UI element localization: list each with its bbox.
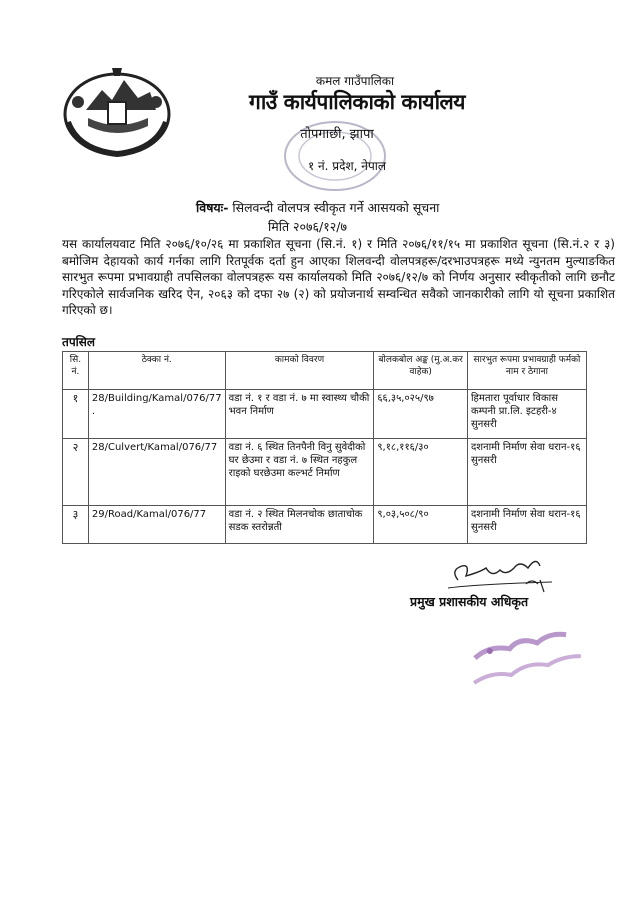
row-contract: 28/Culvert/Kamal/076/77 (88, 439, 225, 506)
row-work: वडा नं. १ र वडा नं. ७ मा स्वास्थ्य चौकी भवन निर्माण (225, 390, 374, 439)
municipality-name: कमल गाउँपालिका (315, 74, 395, 88)
row-sn: २ (63, 439, 89, 506)
schedule-title: तपसिल (62, 335, 96, 349)
notice-body: यस कार्यालयवाट मिति २०७६/१०/२६ मा प्रकाशित सूचना (सि.नं. १) र मिति २०७६/११/१५ मा प्रकाशित सूचना (सि.नं.२ र ३) बमोजिम देहायको कार्य गर्नका लागि रितपूर्वक दर्ता हुन आएका शिलवन्दी वोलपत्रहरू/दरभाउपत्रहरू मध्ये न्युनतम मुल्याङकित सारभुत रूपमा प्रभावग्राही तपसिलका वोलपत्रहरू यस कार्यालयको मिति २०७६/१२/७ को निर्णय अनुसार स्वीकृतीको लागि छनौट गरिएकोले सार्वजनिक खरिद ऐन, २०६३ को दफा २७ (२) को प्रयोजनार्थ सम्वन्धित सवैको जानकारीको लागि यो सूचना प्रकाशित गरिएको छ। (62, 237, 615, 317)
subject-text: सिलवन्दी वोलपत्र स्वीकृत गर्ने आसयको सूचना (232, 200, 440, 215)
table-row (63, 439, 587, 506)
row-amount: ९,१८,११६/३० (374, 439, 468, 506)
subject-label: विषयः- (196, 200, 229, 215)
header-bidder: सारभुत रूपमा प्रभावग्राही फर्मको नाम र ठेगाना (467, 352, 586, 390)
row-work: वडा नं. ६ स्थित तिनपैनी विनु सुवेदीको घर छेउमा र वडा नं. ७ स्थित नहकुल राइको घरछेउमा कल्भर्ट निर्माण (225, 439, 374, 506)
row-contract: 28/Building/Kamal/076/77 . (88, 390, 225, 439)
officer-seal (462, 620, 587, 695)
table-header-row (63, 352, 587, 390)
notice-subject (196, 199, 439, 216)
award-table (62, 351, 587, 544)
row-bidder: दशनामी निर्माण सेवा धरान-१६ सुनसरी (467, 506, 586, 544)
header-contract: ठेक्का नं. (88, 352, 225, 390)
office-address: तोपगाछी, झापा (300, 127, 374, 142)
nepal-emblem-icon (58, 62, 176, 162)
row-bidder: हिमतारा पूर्वाधार विकास कम्पनी प्रा.लि. इटहरी-४ सुनसरी (467, 390, 586, 439)
office-title: गाउँ कार्यपालिकाको कार्यालय (249, 90, 465, 114)
header-sn: सि. नं. (63, 352, 89, 390)
table-row (63, 506, 587, 544)
row-contract: 29/Road/Kamal/076/77 (88, 506, 225, 544)
row-sn: १ (63, 390, 89, 439)
row-sn: ३ (63, 506, 89, 544)
notice-date: मिति २०७६/१२/७ (268, 219, 347, 234)
table-row (63, 390, 587, 439)
row-amount: ६६,३५,०२५/९७ (374, 390, 468, 439)
row-amount: ९,०३,५०८/९० (374, 506, 468, 544)
row-work: वडा नं. २ स्थित मिलनचोक छाताचोक सडक स्तरोन्नती (225, 506, 374, 544)
signatory-designation: प्रमुख प्रशासकीय अधिकृत (410, 594, 529, 609)
row-bidder: दशनामी निर्माण सेवा धरान-१६ सुनसरी (467, 439, 586, 506)
province-line: १ नं. प्रदेश, नेपाल (307, 159, 387, 173)
header-amount: बोलकबोल अङ्क (मु.अ.कर वाहेक) (374, 352, 468, 390)
header-work: कामको विवरण (225, 352, 374, 390)
